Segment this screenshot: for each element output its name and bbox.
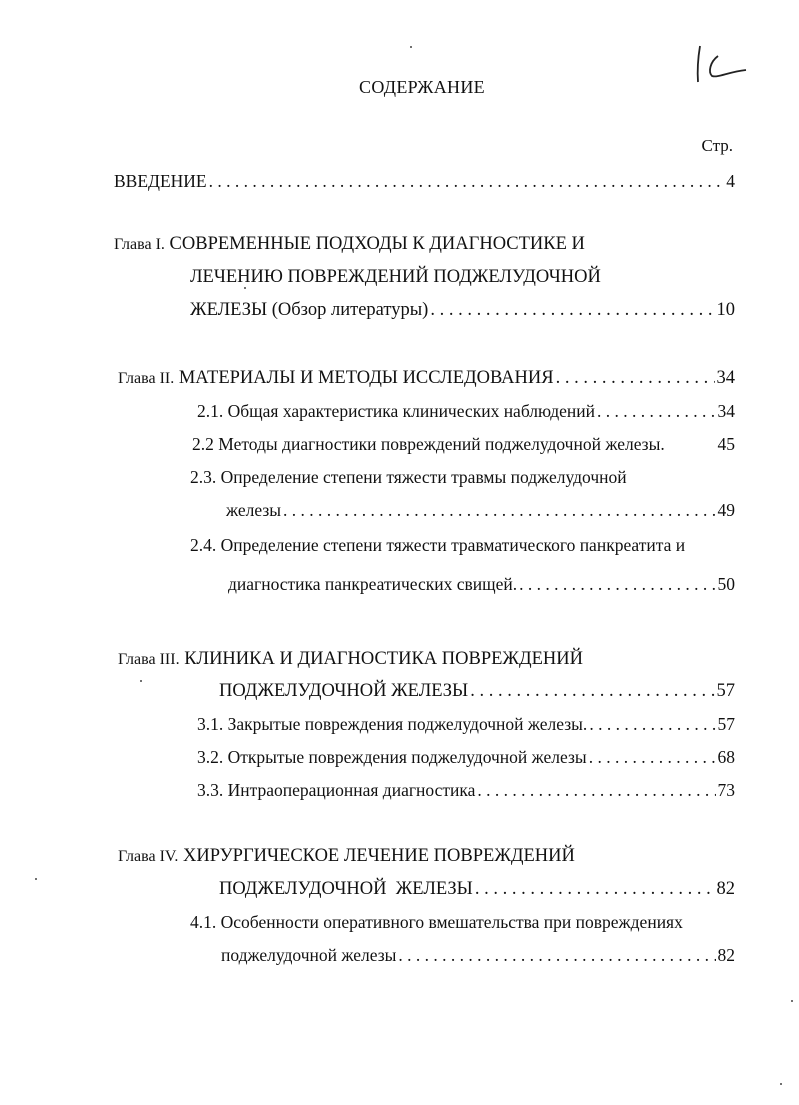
leader-dots [283, 499, 715, 521]
toc-entry-page: 4 [726, 171, 735, 191]
toc-entry-page: 73 [717, 780, 735, 800]
chapter1-heading-line3[interactable] [190, 299, 735, 321]
chapter-title-line: ЖЕЛЕЗЫ (Обзор литературы) [190, 300, 429, 320]
leader-dots [589, 713, 715, 735]
toc-entry-page: 57 [717, 714, 735, 734]
toc-entry-3-3[interactable] [197, 779, 735, 801]
leader-dots [398, 944, 715, 966]
scan-speck [244, 287, 246, 289]
toc-entry-page: 45 [717, 434, 735, 454]
leader-dots [477, 779, 715, 801]
leader-dots [209, 170, 725, 192]
toc-title: СОДЕРЖАНИЕ [359, 77, 485, 97]
chapter-title-line: ПОДЖЕЛУДОЧНОЙ ЖЕЛЕЗЫ [219, 879, 473, 899]
chapter-prefix: Глава II. [118, 370, 175, 387]
chapter-prefix: Глава I. [114, 236, 165, 253]
toc-entry-label: 2.2 Методы диагностики повреждений поджелудочной железы. [192, 434, 665, 454]
scan-speck [35, 878, 37, 880]
toc-entry-label-cont: диагностика панкреатических свищей. [228, 574, 518, 594]
chapter-prefix: Глава IV. [118, 848, 179, 865]
leader-dots [589, 746, 716, 768]
chapter3-heading-line2[interactable] [219, 680, 735, 702]
chapter-title-line: МАТЕРИАЛЫ И МЕТОДЫ ИССЛЕДОВАНИЯ [178, 368, 554, 388]
leader-dots [470, 680, 714, 702]
toc-entry-4-1-line2[interactable] [221, 944, 735, 966]
toc-entry-label: 2.1. Общая характеристика клинических наблюдений [197, 401, 595, 421]
toc-entry-page: 57 [716, 681, 735, 701]
leader-dots [475, 878, 715, 900]
chapter-title-line: ПОДЖЕЛУДОЧНОЙ ЖЕЛЕЗЫ [219, 681, 469, 701]
leader-dots [556, 367, 715, 389]
scan-speck [140, 680, 142, 682]
toc-entry-intro[interactable] [114, 170, 735, 192]
toc-entry-label-cont: железы [226, 500, 282, 520]
toc-entry-label-cont: поджелудочной железы [221, 945, 397, 965]
scan-speck [791, 1000, 793, 1002]
toc-entry-page: 34 [716, 368, 735, 388]
toc-entry-2-3-line1[interactable]: 2.3. Определение степени тяжести травмы поджелудочной [190, 467, 627, 487]
toc-entry-page: 82 [716, 879, 735, 899]
leader-dots [430, 299, 714, 321]
toc-entry-4-1-line1[interactable]: 4.1. Особенности оперативного вмешательства при повреждениях [190, 912, 683, 932]
toc-entry-label: 3.2. Открытые повреждения поджелудочной железы [197, 747, 587, 767]
toc-entry-label: 3.3. Интраоперационная диагностика [197, 780, 476, 800]
toc-entry-page: 49 [717, 500, 735, 520]
toc-entry-2-1[interactable] [197, 400, 735, 422]
chapter3-heading-line1[interactable] [118, 648, 583, 671]
chapter-title-line: ХИРУРГИЧЕСКОЕ ЛЕЧЕНИЕ ПОВРЕЖДЕНИЙ [183, 846, 575, 866]
chapter-title-line: СОВРЕМЕННЫЕ ПОДХОДЫ К ДИАГНОСТИКЕ И [169, 234, 585, 254]
chapter-title-line: КЛИНИКА И ДИАГНОСТИКА ПОВРЕЖДЕНИЙ [184, 649, 583, 669]
chapter2-heading[interactable] [118, 367, 735, 390]
chapter1-heading-line1[interactable] [114, 233, 585, 256]
toc-entry-page: 50 [717, 574, 735, 594]
scan-speck [410, 46, 412, 48]
chapter-title-wrap [118, 367, 554, 390]
toc-entry-label: ВВЕДЕНИЕ [114, 171, 207, 191]
toc-entry-3-2[interactable] [197, 746, 735, 768]
leader-dots [519, 573, 715, 595]
toc-entry-2-3-line2[interactable] [226, 499, 735, 521]
toc-entry-page: 34 [717, 401, 735, 421]
scan-speck [780, 1083, 782, 1085]
leader-dots [597, 400, 716, 422]
toc-entry-2-4-line1[interactable]: 2.4. Определение степени тяжести травматического панкреатита и [190, 535, 686, 555]
toc-entry-2-4-line2[interactable] [228, 573, 735, 595]
chapter-prefix: Глава III. [118, 651, 180, 668]
chapter4-heading-line1[interactable] [118, 845, 575, 868]
toc-entry-2-2[interactable] [192, 433, 735, 455]
toc-entry-3-1[interactable] [197, 713, 735, 735]
toc-entry-page: 82 [717, 945, 735, 965]
toc-entry-label: 3.1. Закрытые повреждения поджелудочной железы. [197, 714, 588, 734]
toc-entry-page: 10 [716, 300, 735, 320]
chapter1-heading-line2: ЛЕЧЕНИЮ ПОВРЕЖДЕНИЙ ПОДЖЕЛУДОЧНОЙ [190, 267, 601, 287]
page-column-header: Стр. [701, 136, 733, 155]
toc-entry-page: 68 [717, 747, 735, 767]
chapter4-heading-line2[interactable] [219, 878, 735, 900]
